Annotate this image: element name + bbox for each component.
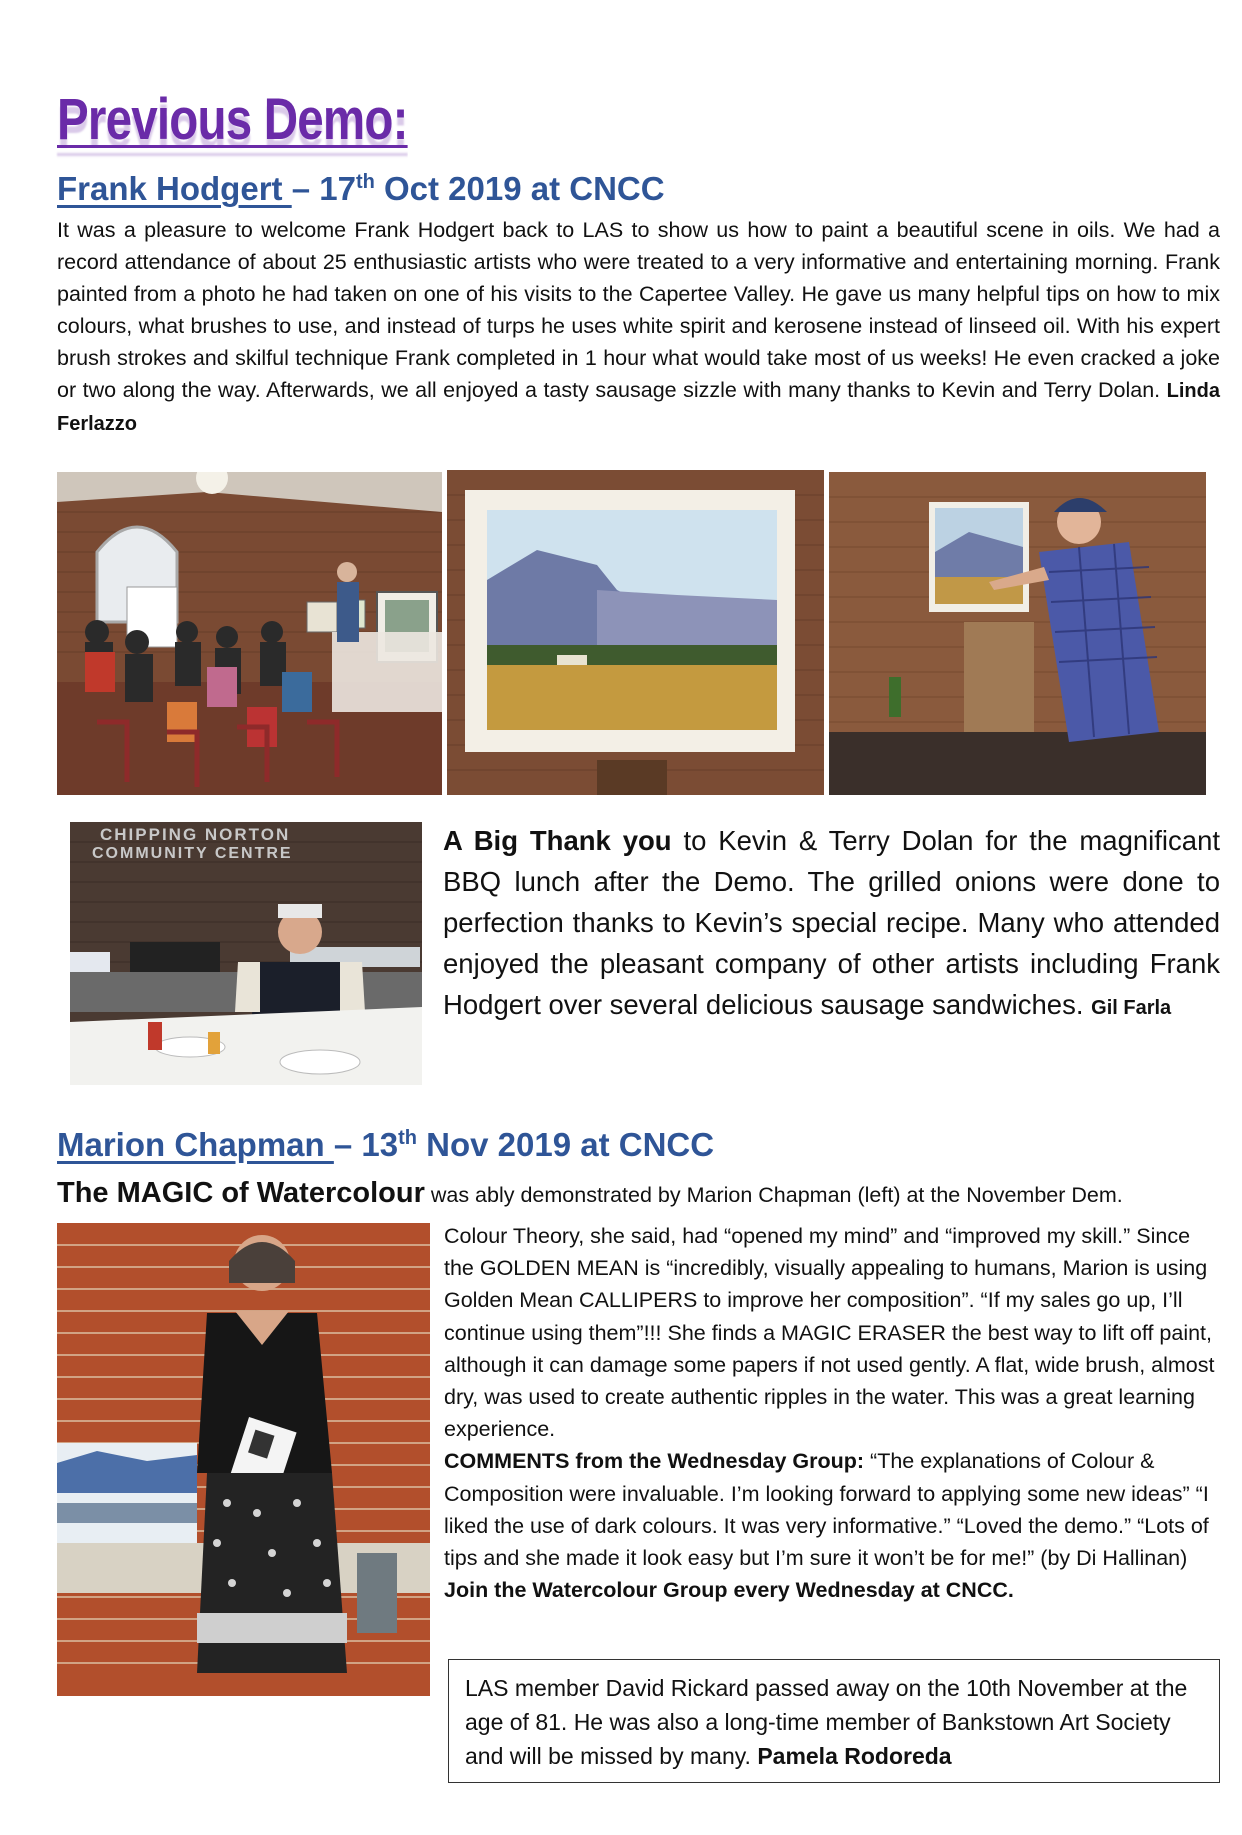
demo2-body: Colour Theory, she said, had “opened my mind” and “improved my skill.” Since the GOLDEN MEAN is “incredibly, visually appealing to humans, Marion is using Golden Mean CALLIPERS to improve her composition”. “If my sales go up, I’ll continue using them”!!! She finds a MAGIC ERASER the best way to lift off paint, although it can damage some papers if not used gently. A flat, wide brush, almost dry, was used to create authentic ripples in the water. This was a great learning experience. [444,1224,1215,1442]
photo-painting-image [447,470,824,795]
thanks-author: Gil Farla [1091,997,1172,1019]
demo2-article [444,1220,1224,1606]
demo2-date-sup: th [398,1127,417,1149]
photo-painter-image [829,472,1206,795]
sign-line1: CHIPPING NORTON [100,825,291,844]
photo-audience-image [57,472,442,795]
photo-bbq-image [70,822,422,1085]
photo-marion [57,1223,430,1696]
demo2-comments: “The explanations of Colour & Composition were invaluable. I’m looking forward to applying some new ideas” “I liked the use of dark colours. It was very informative.” “Loved the demo.” “Lots of tips and she made it look easy but I’m sure it won’t be for me!” (by Di Hallinan) [444,1449,1209,1571]
photo-painter [829,472,1206,795]
obituary-notice [448,1659,1220,1783]
demo2-date-suffix: Nov 2019 at CNCC [416,1126,715,1163]
demo2-name: Marion Chapman [57,1126,334,1163]
page-title: Previous Demo: [57,87,408,152]
thanks-lead: A Big Thank you [443,825,672,856]
demo2-title [57,1126,714,1164]
demo1-article [57,214,1220,440]
photo-audience [57,472,442,795]
thanks-paragraph [443,820,1220,1029]
photo-bbq [70,822,422,1085]
demo2-comments-label: COMMENTS from the Wednesday Group: [444,1449,865,1474]
demo1-date-suffix: Oct 2019 at CNCC [374,170,665,207]
demo1-body: It was a pleasure to welcome Frank Hodgert back to LAS to show us how to paint a beautiful scene in oils. We had a record attendance of about 25 enthusiastic artists who were treated to a very informative and entertaining morning. Frank painted from a photo he had taken on one of his visits to the Capertee Valley. He gave us many helpful tips on how to mix colours, what brushes to use, and instead of turps he uses white spirit and kerosene instead of linseed oil. With his expert brush strokes and skilful technique Frank completed in 1 hour what would take most of us weeks! He even cracked a joke or two along the way. Afterwards, we all enjoyed a tasty sausage sizzle with many thanks to Kevin and Terry Dolan. [57,218,1220,402]
demo1-title [57,170,665,208]
notice-body: LAS member David Rickard passed away on the 10th November at the age of 81. He was also a long-time member of Bankstown Art Society and will be missed by many. [465,1675,1188,1769]
demo1-name: Frank Hodgert [57,170,292,207]
demo2-lead-line [57,1177,1123,1210]
thanks-body: to Kevin & Terry Dolan for the magnificant BBQ lunch after the Demo. The grilled onions were done to perfection thanks to Kevin’s special recipe. Many who attended enjoyed the pleasant company of other artists including Frank Hodgert over several delicious sausage sandwiches. [443,825,1220,1020]
demo2-lead-rest: was ably demonstrated by Marion Chapman (left) at the November Dem. [424,1183,1123,1207]
demo2-lead: The MAGIC of Watercolour [57,1177,425,1209]
photo-marion-image [57,1223,430,1696]
sign-line2: COMMUNITY CENTRE [92,845,293,862]
notice-author: Pamela Rodoreda [757,1743,952,1769]
demo1-date-sup: th [355,171,375,193]
photo-painting [447,470,824,795]
demo2-join: Join the Watercolour Group every Wednesday at CNCC. [444,1578,1014,1603]
demo1-date-prefix: – 17 [291,170,356,207]
demo2-date-prefix: – 13 [333,1126,399,1163]
demo1-author: Linda Ferlazzo [57,380,1220,435]
